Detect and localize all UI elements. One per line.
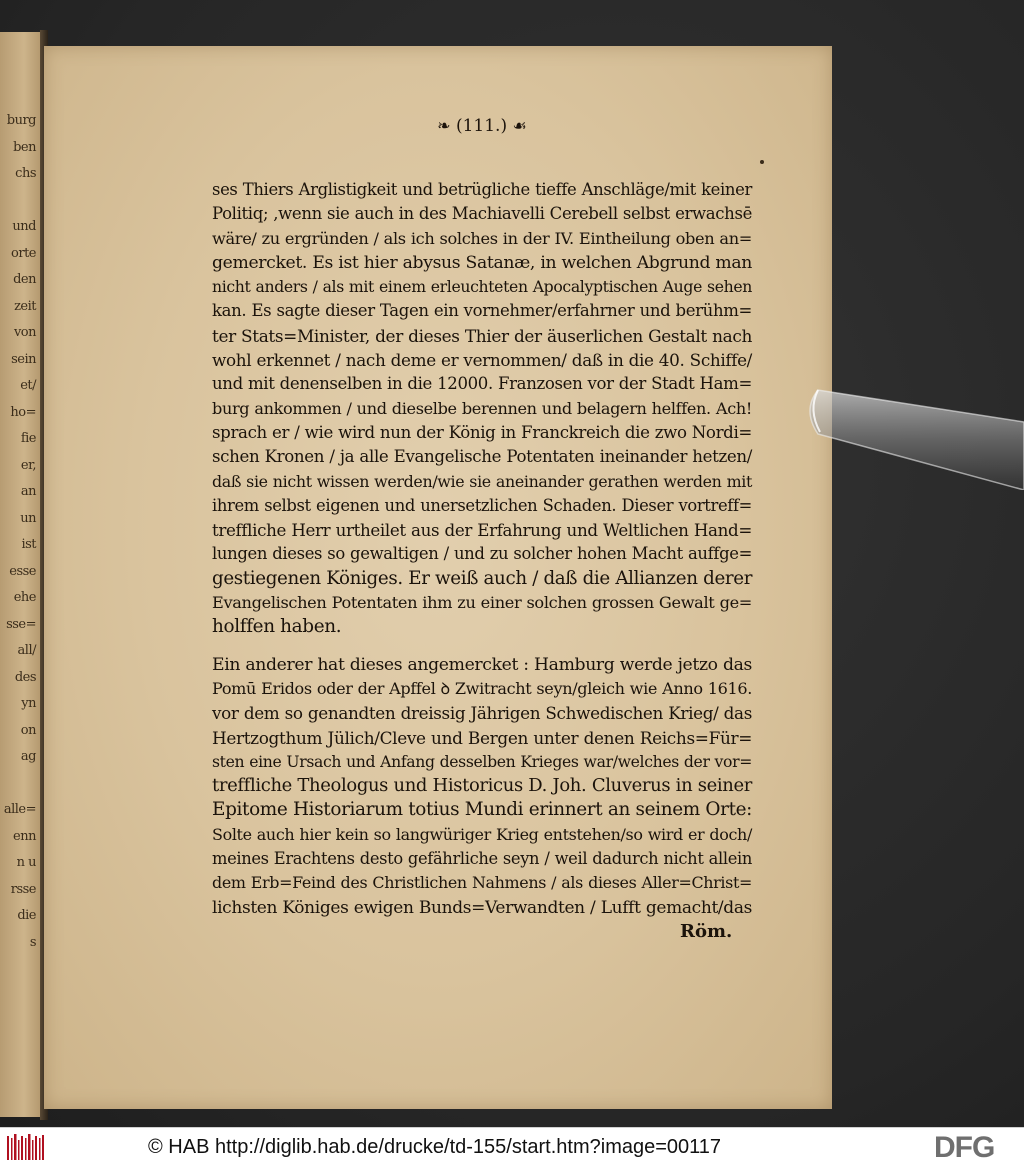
catchword: Röm. <box>680 921 733 942</box>
text-line: Epitome Historiarum totius Mundi erinnert an seinem Orte: <box>212 799 752 821</box>
left-page-fragment: an <box>20 484 36 499</box>
text-line: Ein anderer hat dieses angemercket : Hamburg werde jetzo das <box>212 654 752 675</box>
left-page-fragment: enn <box>13 828 36 844</box>
left-page-fragment: all/ <box>17 643 36 658</box>
text-line: wäre/ zu ergründen / als ich solches in der IV. Eintheilung oben an= <box>212 228 752 248</box>
text-line: dem Erb=Feind des Christlichen Nahmens / als dieses Aller=Christ= <box>212 873 752 893</box>
text-line: ter Stats=Minister, der dieses Thier der äuserlichen Gestalt nach <box>212 325 752 346</box>
paragraph-2 <box>212 653 752 920</box>
text-line: und mit denenselben in die 12000. Franzosen vor der Stadt Ham= <box>212 374 752 394</box>
text-line: treffliche Theologus und Historicus D. Joh. Cluverus in seiner <box>212 775 752 797</box>
page-number <box>422 116 542 136</box>
left-page-fragment: fie <box>20 431 36 446</box>
copyright-url[interactable]: © HAB http://diglib.hab.de/drucke/td-155/start.htm?image=00117 <box>148 1136 722 1158</box>
left-page-fragment: des <box>14 669 36 685</box>
left-page-fragment: ag <box>20 749 36 764</box>
text-line: vor dem so genandten dreissig Jährigen Schwedischen Krieg/ das <box>212 703 752 724</box>
left-page-fragment: n u <box>16 855 36 870</box>
left-facing-page <box>0 32 42 1117</box>
text-line: burg ankommen / und dieselbe berennen und belagern helffen. Ach! <box>212 398 752 418</box>
left-page-fragment: sse= <box>6 616 36 632</box>
book-page <box>44 46 832 1109</box>
footer-bar <box>0 1127 1024 1168</box>
text-line: holffen haben. <box>212 616 342 638</box>
text-line: nicht anders / als mit einem erleuchteten Apocalyptischen Auge sehen <box>212 277 752 297</box>
ornament-left-icon: ❧ <box>437 116 451 135</box>
left-page-fragment: zeit <box>14 298 36 314</box>
left-page-fragment: von <box>13 325 36 340</box>
left-page-fragment: ben <box>13 139 36 155</box>
left-page-fragment: sein <box>11 351 36 367</box>
left-page-fragment: er, <box>20 457 36 473</box>
text-line: schen Kronen / ja alle Evangelische Potentaten ineinander hetzen/ <box>212 447 752 467</box>
text-line: wohl erkennet / nach deme er vernommen/ daß in die 40. Schiffe/ <box>212 350 752 371</box>
text-line: Pomū Eridos oder der Apffel ꝺ Zwitracht seyn/gleich wie Anno 1616. <box>212 678 752 698</box>
text-line: ses Thiers Arglistigkeit und betrügliche tieffe Anschläge/mit keiner <box>212 180 752 199</box>
left-page-fragment: yn <box>21 696 36 711</box>
page-body-text <box>212 178 752 920</box>
left-page-fragment: ehe <box>13 590 36 605</box>
left-page-fragment: ho= <box>10 404 36 420</box>
text-line: meines Erachtens desto gefährliche seyn / weil dadurch nicht allein <box>212 849 752 869</box>
text-line: ihrem selbst eigenen und unersetzlichen Schaden. Dieser vortreff= <box>212 495 752 515</box>
text-line: gestiegenen Königes. Er weiß auch / daß die Allianzen derer <box>212 567 753 589</box>
left-page-fragment: die <box>17 908 36 923</box>
left-page-fragment: esse <box>9 563 36 579</box>
left-page-fragment: on <box>20 722 36 738</box>
left-page-fragment: s <box>29 934 36 950</box>
text-line: sten eine Ursach und Anfang desselben Krieges war/welches der vor= <box>212 751 752 771</box>
text-line: kan. Es sagte dieser Tagen ein vornehmer/erfahrner und berühm= <box>212 301 752 321</box>
ornament-right-icon: ☙ <box>512 116 527 135</box>
text-line: Solte auch hier kein so langwüriger Krieg entstehen/so wird er doch/ <box>212 824 752 844</box>
hab-barcode-logo-icon <box>6 1134 46 1162</box>
dfg-logo: DFG <box>934 1131 995 1164</box>
text-line: Evangelischen Potentaten ihm zu einer solchen grossen Gewalt ge= <box>212 593 752 613</box>
left-page-fragment: rsse <box>10 881 36 897</box>
text-line: treffliche Herr urtheilet aus der Erfahrung und Weltlichen Hand= <box>212 520 752 541</box>
left-page-fragment: chs <box>15 166 36 181</box>
ink-dot <box>760 160 764 164</box>
text-line: lungen dieses so gewaltigen / und zu solcher hohen Macht auffge= <box>212 544 752 564</box>
left-page-fragment: und <box>12 219 36 234</box>
paragraph-1 <box>212 178 752 640</box>
text-line: lichsten Königes ewigen Bunds=Verwandten / Lufft gemacht/das <box>212 897 752 918</box>
left-page-fragment: orte <box>11 245 36 261</box>
left-page-fragment: ist <box>21 537 36 552</box>
left-page-fragment: burg <box>6 113 36 128</box>
left-page-fragment: alle= <box>3 802 36 817</box>
left-page-fragment: den <box>13 272 36 287</box>
left-page-fragment: un <box>20 510 36 526</box>
text-line: sprach er / wie wird nun der König in Franckreich die zwo Nordi= <box>212 422 752 442</box>
left-page-fragment: et/ <box>20 378 36 393</box>
page-number-text: (111.) <box>455 116 508 136</box>
text-line: daß sie nicht wissen werden/wie sie aneinander gerathen werden mit <box>212 471 752 491</box>
text-line: gemercket. Es ist hier abysus Satanæ, in welchen Abgrund man <box>212 252 752 273</box>
text-line: Politiq; ,wenn sie auch in des Machiavelli Cerebell selbst erwachsē <box>212 204 752 224</box>
text-line: Hertzogthum Jülich/Cleve und Bergen unter denen Reichs=Für= <box>212 727 752 748</box>
